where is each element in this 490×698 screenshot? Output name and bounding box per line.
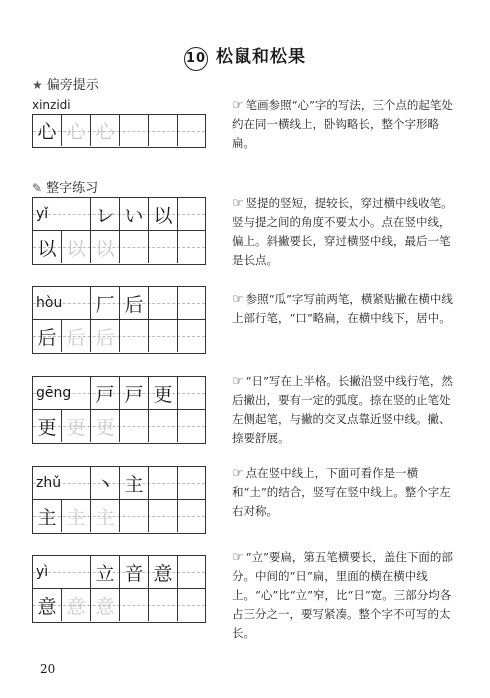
radical-cell-empty[interactable] <box>178 115 205 146</box>
trace-char-cell: 主 <box>62 500 91 532</box>
blank-practice-cell[interactable] <box>178 589 205 621</box>
practice-note-text: “日”写在上半格。长撇沿竖中线行笔，然后撇出，要有一定的弧度。捺在竖的止笔处左侧起笔，与撇的交叉点靠近竖中线。撇、捺要舒展。 <box>232 374 453 445</box>
radical-cell-trace: 心 <box>62 115 91 146</box>
trace-char-cell: 主 <box>91 500 120 532</box>
practice-note <box>232 548 460 643</box>
radical-note-text: 笔画参照“心”字的写法，三个点的起笔处约在同一横线上，卧钩略长，整个字形略扁。 <box>232 98 453 150</box>
pinyin-cell: gēng <box>33 377 91 409</box>
practice-note-text: 参照“瓜”字写前两笔，横紧贴撇在横中线上部行笔，“口”略扁，在横中线下，居中。 <box>232 292 453 325</box>
pointing-hand-icon: ☞ <box>232 292 244 307</box>
practice-grid <box>32 197 206 265</box>
stroke-order-cell[interactable] <box>178 198 205 230</box>
stroke-order-cell[interactable] <box>178 467 205 499</box>
blank-practice-cell[interactable] <box>178 231 205 263</box>
practice-note-text: 点在竖中线上，下面可看作是一横和“土”的结合，竖写在竖中线上。整个字左右对称。 <box>232 466 451 518</box>
blank-practice-cell[interactable] <box>149 231 178 263</box>
lesson-title-text: 松鼠和松果 <box>216 47 306 67</box>
stroke-order-cell: 丶 <box>91 467 120 499</box>
pointing-hand-icon: ☞ <box>232 466 244 481</box>
blank-practice-cell[interactable] <box>120 231 149 263</box>
model-char-cell: 更 <box>33 410 62 442</box>
lesson-number: 10 <box>184 47 208 71</box>
pointing-hand-icon: ☞ <box>232 98 244 113</box>
radical-note <box>232 96 460 153</box>
stroke-order-cell: 戸 <box>91 377 120 409</box>
radical-cell-empty[interactable] <box>120 115 149 146</box>
stroke-order-cell[interactable] <box>178 287 205 319</box>
blank-practice-cell[interactable] <box>149 320 178 352</box>
model-char-cell: 后 <box>33 320 62 352</box>
pinyin-cell: hòu <box>33 287 91 319</box>
stroke-order-cell: 更 <box>149 377 178 409</box>
blank-practice-cell[interactable] <box>178 410 205 442</box>
practice-grid <box>32 286 206 354</box>
practice-note <box>232 464 460 521</box>
blank-practice-cell[interactable] <box>178 320 205 352</box>
practice-note-text: 竖提的竖短，提较长，穿过横中线收笔。竖与提之间的角度不要太小。点在竖中线，偏上。斜撇要长，穿过横竖中线，最后一笔是长点。 <box>232 196 453 267</box>
trace-char-cell: 意 <box>91 589 120 621</box>
pointing-hand-icon: ☞ <box>232 374 244 389</box>
trace-char-cell: 后 <box>62 320 91 352</box>
blank-practice-cell[interactable] <box>120 589 149 621</box>
stroke-order-cell: い <box>120 198 149 230</box>
radical-cell-empty[interactable] <box>149 115 178 146</box>
blank-practice-cell[interactable] <box>120 320 149 352</box>
trace-char-cell: 以 <box>91 231 120 263</box>
page-number: 20 <box>40 662 56 676</box>
stroke-order-cell[interactable] <box>178 556 205 588</box>
pinyin-cell: yǐ <box>33 198 91 230</box>
radical-heading-text: 偏旁提示 <box>46 78 99 93</box>
blank-practice-cell[interactable] <box>149 410 178 442</box>
stroke-order-cell: 戸 <box>120 377 149 409</box>
trace-char-cell: 更 <box>91 410 120 442</box>
trace-char-cell: 后 <box>91 320 120 352</box>
pinyin-cell: yì <box>33 556 91 588</box>
stroke-order-cell: 以 <box>149 198 178 230</box>
blank-practice-cell[interactable] <box>149 500 178 532</box>
blank-practice-cell[interactable] <box>120 410 149 442</box>
practice-note-text: “立”要扁，第五笔横要长，盖住下面的部分。中间的“日”扁，里面的横在横中线上。“心”比“立”窄，比“日”宽。三部分均各占三分之一，要写紧凑。整个字不可写的太长。 <box>232 550 453 640</box>
stroke-order-cell: レ <box>91 198 120 230</box>
lesson-title <box>0 42 490 71</box>
blank-practice-cell[interactable] <box>120 500 149 532</box>
model-char-cell: 以 <box>33 231 62 263</box>
practice-note <box>232 372 460 448</box>
practice-grid <box>32 466 206 534</box>
star-icon: ★ <box>32 78 43 92</box>
radical-heading <box>32 74 99 93</box>
stroke-order-cell: 立 <box>91 556 120 588</box>
stroke-order-cell: 意 <box>149 556 178 588</box>
trace-char-cell: 更 <box>62 410 91 442</box>
stroke-order-cell[interactable] <box>149 467 178 499</box>
stroke-order-cell[interactable] <box>178 377 205 409</box>
model-char-cell: 主 <box>33 500 62 532</box>
stroke-order-cell: 主 <box>120 467 149 499</box>
stroke-order-cell[interactable] <box>149 287 178 319</box>
practice-grid <box>32 376 206 444</box>
blank-practice-cell[interactable] <box>149 589 178 621</box>
practice-note <box>232 194 460 270</box>
stroke-order-cell: 厂 <box>91 287 120 319</box>
practice-grid <box>32 555 206 623</box>
radical-cell: 心 <box>33 115 62 146</box>
pointing-hand-icon: ☞ <box>232 196 244 211</box>
radical-grid <box>32 114 206 148</box>
radical-cell-trace: 心 <box>91 115 120 146</box>
trace-char-cell: 以 <box>62 231 91 263</box>
trace-char-cell: 意 <box>62 589 91 621</box>
radical-pinyin: xinzidi <box>32 98 71 112</box>
pencil-icon: ✎ <box>32 181 43 195</box>
practice-heading <box>32 177 98 196</box>
blank-practice-cell[interactable] <box>178 500 205 532</box>
model-char-cell: 意 <box>33 589 62 621</box>
practice-heading-text: 整字练习 <box>46 181 99 196</box>
pointing-hand-icon: ☞ <box>232 550 244 565</box>
practice-note <box>232 290 460 328</box>
pinyin-cell: zhǔ <box>33 467 91 499</box>
stroke-order-cell: 后 <box>120 287 149 319</box>
stroke-order-cell: 音 <box>120 556 149 588</box>
